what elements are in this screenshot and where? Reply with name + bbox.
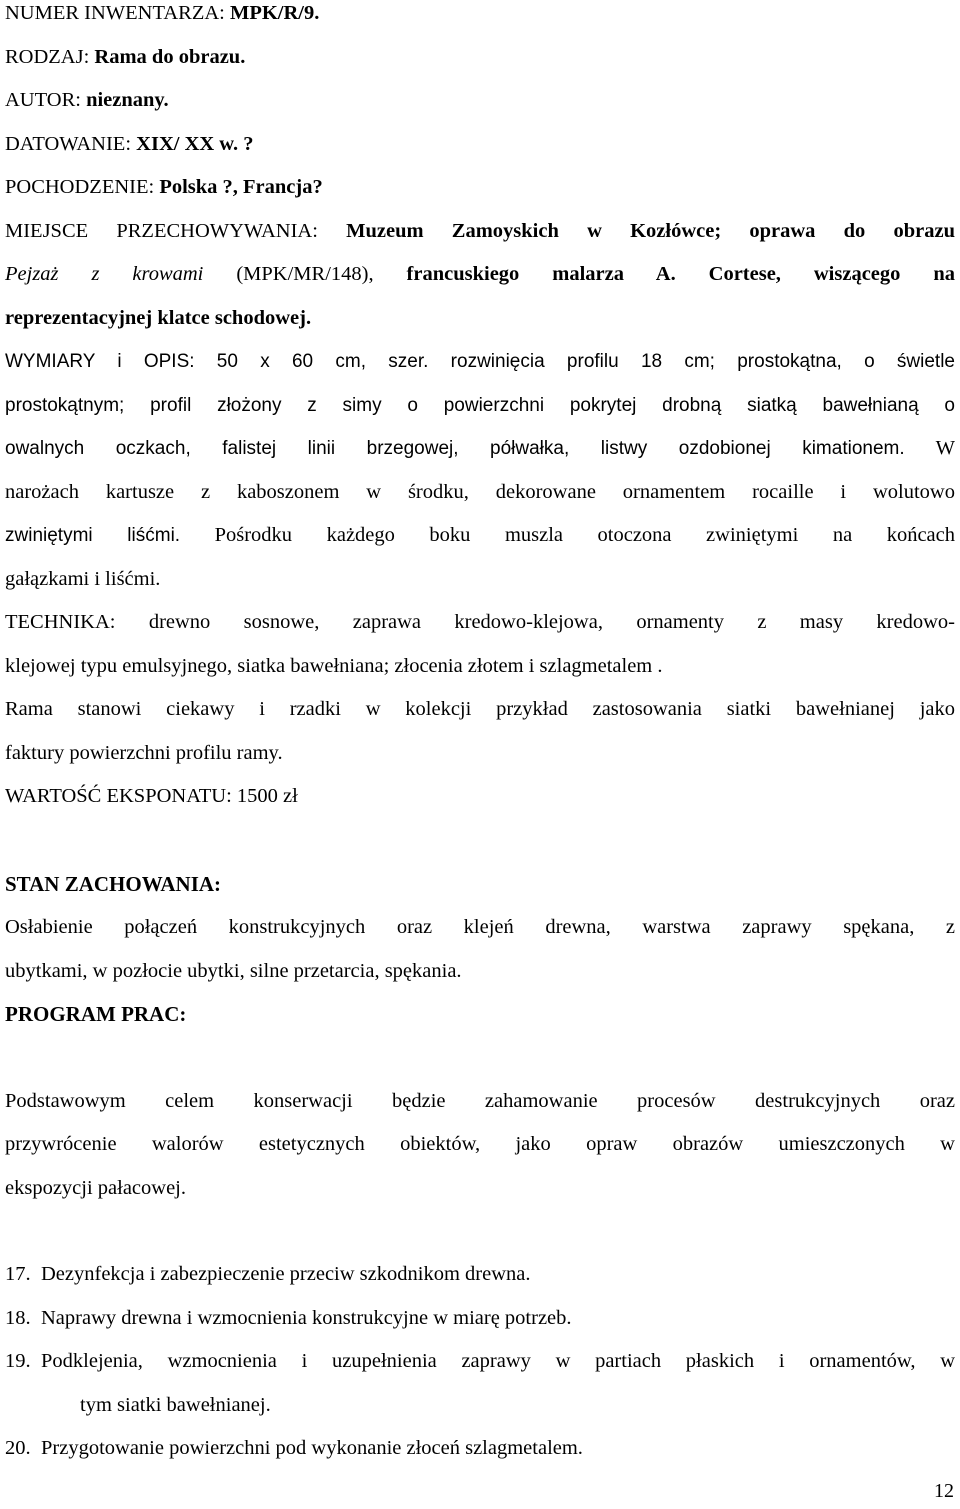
spacer xyxy=(5,1037,955,1080)
program-line-3: ekspozycji pałacowej. xyxy=(5,1176,187,1199)
list-text: Przygotowanie powierzchni pod wykonanie złoceń szlagmetalem. xyxy=(41,1437,583,1459)
author-label: AUTOR: xyxy=(5,89,87,111)
list-item xyxy=(5,1427,955,1471)
program-line-2: przywrócenie walorów estetycznych obiektów, jako opraw obrazów umieszczonych w xyxy=(5,1133,955,1155)
note-line-2: faktury powierzchni profilu ramy. xyxy=(5,741,283,764)
dimensions-text: rozwinięcia profilu 18 cm; prostokątna, o świetle xyxy=(428,351,955,372)
painting-ref: (MPK/MR/148), xyxy=(203,263,407,285)
storage-detail: francuskiego malarza A. Cortese, wiszącego na xyxy=(406,263,955,285)
description-line-2: prostokątnym; profil złożony z simy o powierzchni pokrytej drobną siatką bawełnianą o xyxy=(5,394,955,416)
type-line xyxy=(5,36,955,80)
storage-line-1 xyxy=(5,210,955,254)
origin-value: Polska ?, Francja? xyxy=(159,176,323,198)
dimensions-label: WYMIARY i OPIS: 50 x 60 cm, szer. xyxy=(5,351,429,372)
type-value: Rama do obrazu. xyxy=(94,45,246,68)
list-item xyxy=(5,1253,955,1297)
type-label: RODZAJ: xyxy=(5,45,95,68)
list-text: Podklejenia, wzmocnienia i uzupełnienia zaprawy w partiach płaskich i ornamentów, w xyxy=(41,1350,955,1372)
condition-line-1: Osłabienie połączeń konstrukcyjnych oraz klejeń drewna, warstwa zaprawy spękana, z xyxy=(5,916,955,938)
spacer xyxy=(5,1210,955,1253)
description-text: Pośrodku każdego boku muszla otoczona zwiniętymi na końcach xyxy=(180,524,955,546)
list-text: Dezynfekcja i zabezpieczenie przeciw szkodnikom drewna. xyxy=(41,1263,531,1285)
inventory-label: NUMER INWENTARZA: xyxy=(5,2,230,24)
list-item-continuation: tym siatki bawełnianej. xyxy=(80,1393,271,1416)
storage-line-2 xyxy=(5,253,955,297)
origin-line xyxy=(5,166,955,210)
page-number: 12 xyxy=(934,1480,954,1502)
condition-heading: STAN ZACHOWANIA: xyxy=(5,871,222,896)
description-text: owalnych oczkach, falistej linii brzegowej, półwałka, listwy ozdobionej kimationem. xyxy=(5,438,905,459)
condition-line-2: ubytkami, w pozłocie ubytki, silne przetarcia, spękania. xyxy=(5,959,462,982)
storage-value: Muzeum Zamoyskich w Kozłówce; oprawa do obrazu xyxy=(346,219,955,242)
description-line-1 xyxy=(5,340,955,384)
program-heading: PROGRAM PRAC: xyxy=(5,1002,187,1026)
storage-line-3: reprezentacyjnej klatce schodowej. xyxy=(5,306,312,329)
list-number: 20. xyxy=(5,1437,31,1459)
author-value: nieznany. xyxy=(86,89,169,111)
painting-title: Pejzaż z krowami xyxy=(5,263,204,285)
document-page xyxy=(5,0,955,1471)
list-item xyxy=(5,1340,955,1384)
dating-line xyxy=(5,123,955,167)
description-line-4: narożach kartusze z kaboszonem w środku, dekorowane ornamentem rocaille i wolutowo xyxy=(5,480,955,503)
list-number: 19. xyxy=(5,1350,31,1372)
description-line-3 xyxy=(5,427,955,471)
description-text: W xyxy=(904,437,955,459)
exhibit-value: WARTOŚĆ EKSPONATU: 1500 zł xyxy=(5,785,298,807)
inventory-line xyxy=(5,0,955,36)
list-item xyxy=(5,1297,955,1341)
dating-value: XIX/ XX w. ? xyxy=(136,132,254,155)
technique-line-1: TECHNIKA: drewno sosnowe, zaprawa kredowo-klejowa, ornamenty z masy kredowo- xyxy=(5,611,955,633)
list-number: 17. xyxy=(5,1263,31,1285)
technique-line-2: klejowej typu emulsyjnego, siatka bawełniana; złocenia złotem i szlagmetalem . xyxy=(5,654,663,677)
program-line-1: Podstawowym celem konserwacji będzie zahamowanie procesów destrukcyjnych oraz xyxy=(5,1089,955,1112)
list-text: Naprawy drewna i wzmocnienia konstrukcyjne w miarę potrzeb. xyxy=(41,1306,572,1329)
origin-label: POCHODZENIE: xyxy=(5,176,160,198)
description-text: zwiniętymi liśćmi. xyxy=(5,525,181,546)
inventory-value: MPK/R/9. xyxy=(229,2,320,24)
description-line-5 xyxy=(5,514,955,558)
list-number: 18. xyxy=(5,1306,31,1329)
author-line xyxy=(5,79,955,123)
spacer xyxy=(5,819,955,863)
description-line-6: gałązkami i liśćmi. xyxy=(5,567,161,590)
note-line-1: Rama stanowi ciekawy i rzadki w kolekcji przykład zastosowania siatki bawełnianej jako xyxy=(5,698,955,720)
storage-label: MIEJSCE PRZECHOWYWANIA: xyxy=(5,219,347,242)
dating-label: DATOWANIE: xyxy=(5,132,137,155)
